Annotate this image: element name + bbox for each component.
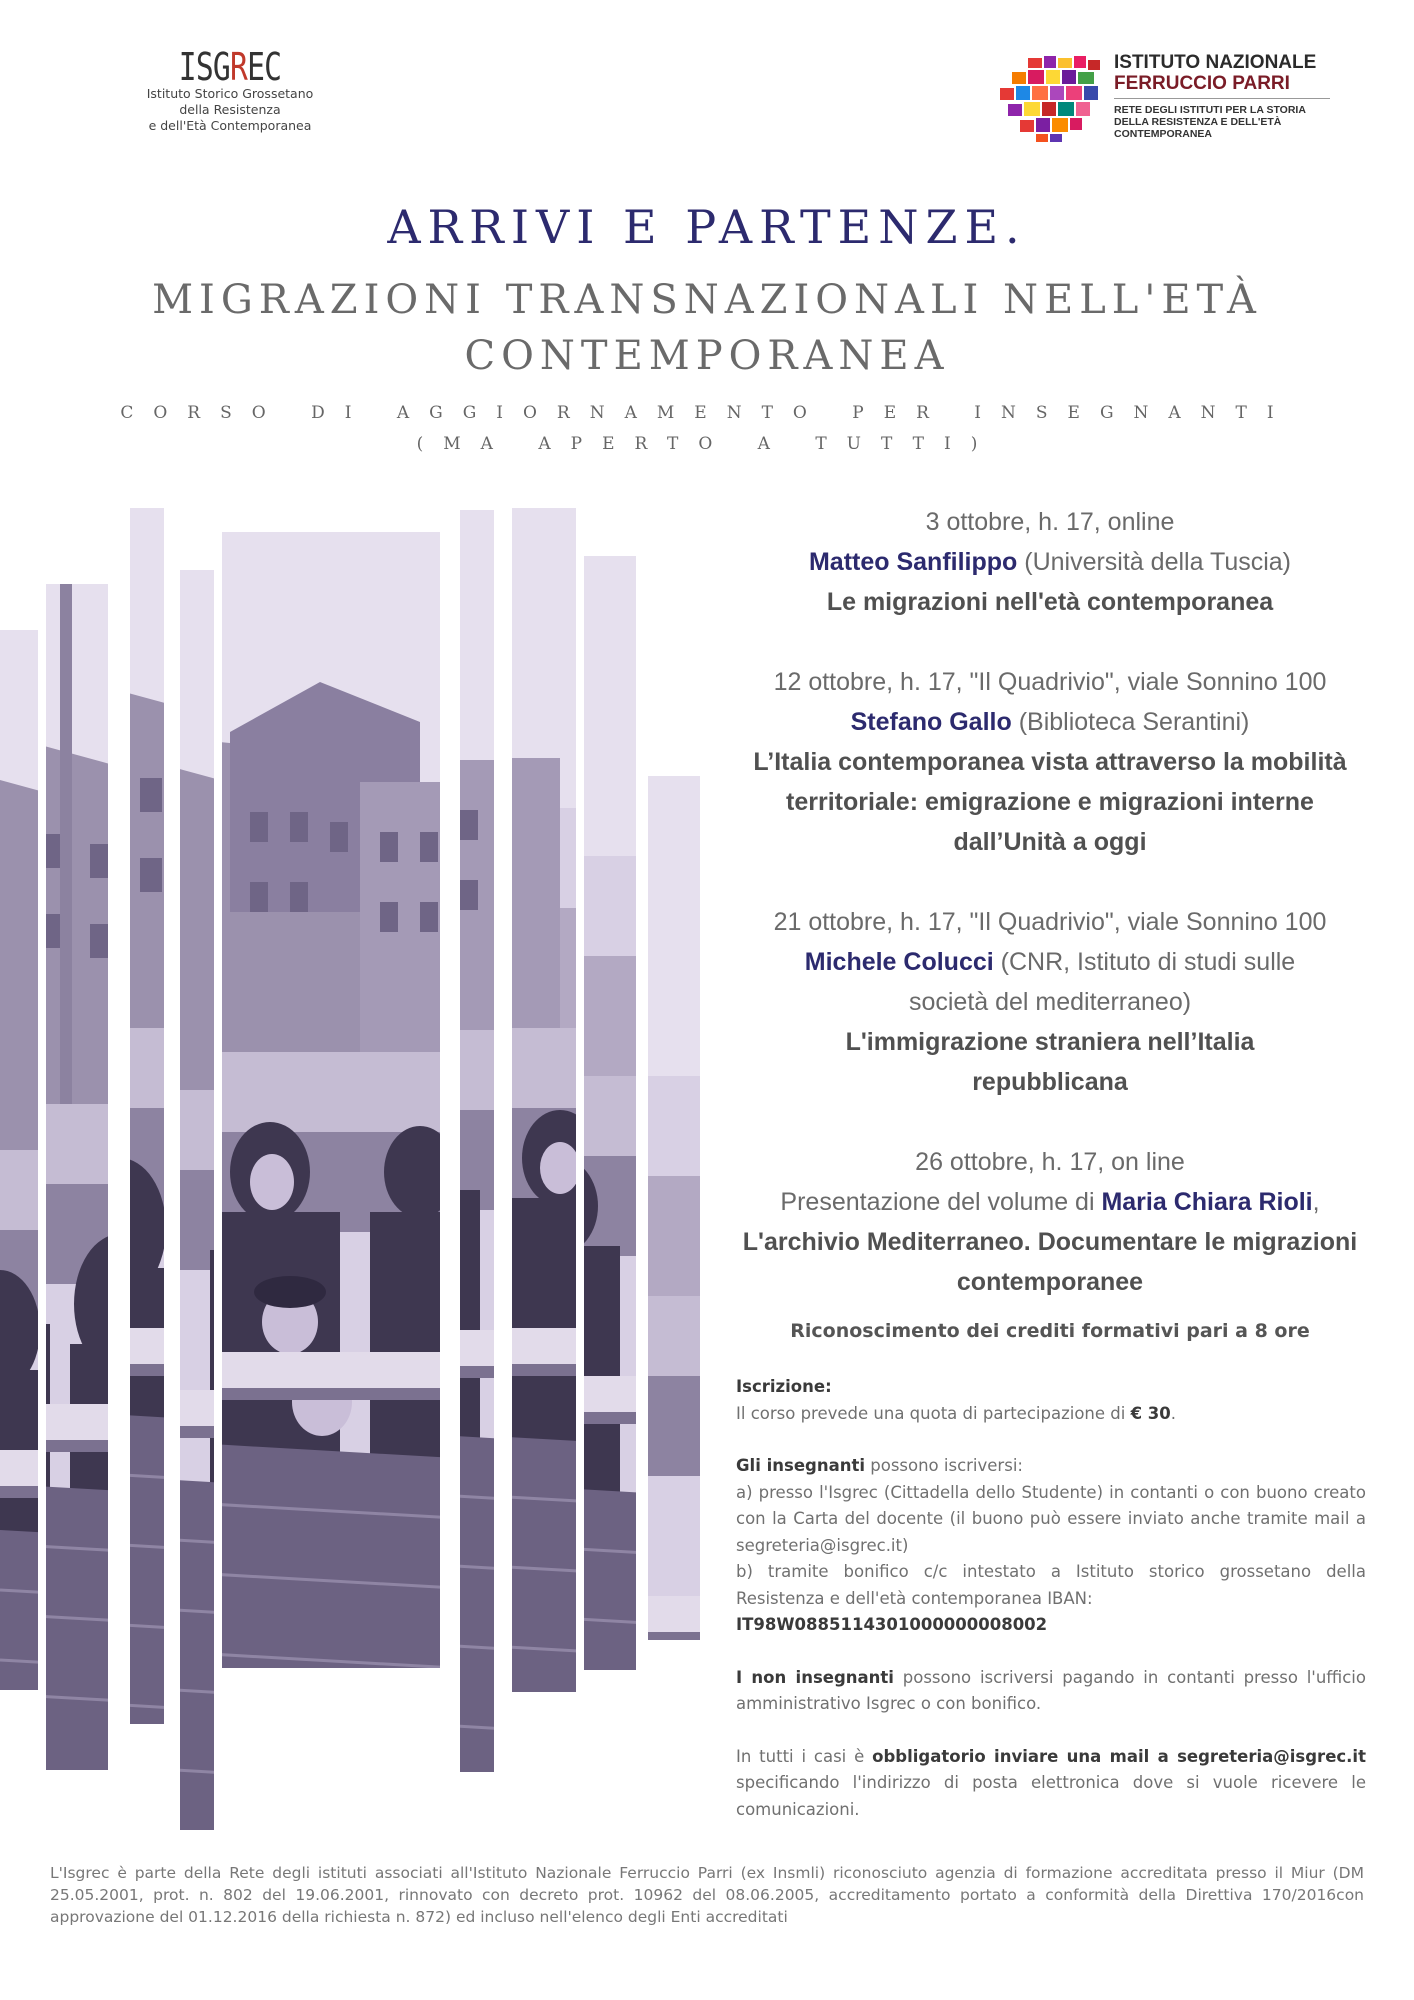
events-list xyxy=(730,502,1370,1342)
fee-amount: € 30 xyxy=(1130,1403,1171,1423)
isgrec-line1: Istituto Storico Grossetano xyxy=(146,86,314,101)
mosaic-icon xyxy=(998,54,1106,144)
isgrec-line2: della Resistenza xyxy=(179,102,281,117)
title-main: ARRIVI E PARTENZE. xyxy=(387,200,1027,254)
teachers-label: Gli insegnanti xyxy=(736,1456,865,1475)
isgrec-logo xyxy=(140,45,320,134)
photo-strip xyxy=(584,556,636,1670)
photo-strip xyxy=(46,584,108,1770)
event-speaker: Maria Chiara Rioli xyxy=(1101,1188,1313,1216)
event-speaker-line xyxy=(730,542,1370,582)
event-affiliation: (Biblioteca Serantini) xyxy=(1011,708,1250,736)
photo-strip xyxy=(222,532,440,1668)
iban-code: IT98W0885114301000000008002 xyxy=(736,1615,1048,1634)
event-talk: L'archivio Mediterraneo. Documentare le migrazioni contemporanee xyxy=(742,1228,1358,1296)
credits-note: Riconoscimento dei crediti formativi pari a 8 ore xyxy=(790,1320,1310,1342)
event-affiliation: , xyxy=(1312,1188,1320,1216)
historical-photo-strips xyxy=(0,500,700,1840)
parri-subtitle: RETE DEGLI ISTITUTI PER LA STORIA DELLA RESISTENZA E DELL'ETÀ CONTEMPORANEA xyxy=(1114,104,1306,140)
option-b: b) tramite bonifico c/c intestato a Istituto storico grossetano della Resistenza e dell'età contemporanea IBAN: xyxy=(736,1562,1366,1608)
nonteachers-text: possono iscriversi pagando in contanti presso l'ufficio amministrativo Isgrec o con bonifico. xyxy=(736,1667,1366,1713)
event-speaker-line xyxy=(730,942,1370,1022)
event-speaker: Michele Colucci xyxy=(804,948,994,976)
photo-strip xyxy=(180,570,214,1830)
nonteachers-label: I non insegnanti xyxy=(736,1667,894,1687)
option-a: a) presso l'Isgrec (Cittadella dello Studente) in contanti o con buono creato con la Carta del docente (il buono può essere inviato anche tramite mail a segreteria@isgrec.it) xyxy=(736,1482,1366,1555)
mail-requirement: obbligatorio inviare una mail a segreteria@isgrec.it xyxy=(872,1746,1366,1766)
event-when: 12 ottobre, h. 17, "Il Quadrivio", viale Sonnino 100 xyxy=(773,668,1327,696)
course-note: (MA APERTO A TUTTI) xyxy=(416,434,998,454)
event-when: 21 ottobre, h. 17, "Il Quadrivio", viale Sonnino 100 xyxy=(773,908,1327,936)
event-when: 26 ottobre, h. 17, on line xyxy=(915,1148,1185,1176)
photo-strip xyxy=(0,630,38,1690)
event-item xyxy=(730,662,1370,862)
event-speaker-line xyxy=(730,1182,1370,1222)
parri-title: ISTITUTO NAZIONALE FERRUCCIO PARRI xyxy=(1114,52,1317,94)
photo-strip xyxy=(512,508,576,1692)
course-type: CORSO DI AGGIORNAMENTO PER INSEGNANTI xyxy=(120,403,1294,423)
isgrec-line3: e dell'Età Contemporanea xyxy=(148,118,312,133)
title-subtitle: MIGRAZIONI TRANSNAZIONALI NELL'ETÀ CONTEMPORANEA xyxy=(152,277,1262,379)
event-speaker: Matteo Sanfilippo xyxy=(808,548,1018,576)
parri-divider xyxy=(1114,98,1330,99)
footer-note: L'Isgrec è parte della Rete degli istituti associati all'Istituto Nazionale Ferruccio Parri (ex Insmli) riconosciuto agenzia di formazione accreditata presso il Miur (DM 25.05.2001, prot. n. 802 del 19.06.2001, rinnovato con decreto prot. 10962 del 08.06.2005, accreditamento portato a conformità della Direttiva 170/2016con approvazione del 01.12.2016 della richiesta n. 872) ed incluso nell'elenco degli Enti accreditati xyxy=(50,1864,1364,1926)
mail-details: specificando l'indirizzo di posta elettronica dove si vuole ricevere le comunicazioni. xyxy=(736,1773,1366,1819)
event-talk: L'immigrazione straniera nell’Italia repubblicana xyxy=(845,1028,1255,1096)
event-speaker-line xyxy=(730,702,1370,742)
event-item xyxy=(730,1142,1370,1302)
event-speaker: Stefano Gallo xyxy=(850,708,1012,736)
parri-logo xyxy=(998,52,1338,152)
photo-strip xyxy=(130,508,164,1724)
event-intro: Presentazione del volume di xyxy=(780,1188,1102,1216)
event-talk: L’Italia contemporanea vista attraverso la mobilità territoriale: emigrazione e migrazioni interne dall’Unità a oggi xyxy=(753,748,1347,856)
fee-text: Il corso prevede una quota di partecipazione di xyxy=(736,1403,1131,1423)
isgrec-wordmark: ISGREC xyxy=(178,45,282,89)
photo-strip xyxy=(648,776,700,1640)
photo-strip xyxy=(460,510,494,1772)
event-affiliation: (CNR, Istituto di studi sulle società del mediterraneo) xyxy=(908,948,1296,1016)
event-item xyxy=(730,902,1370,1102)
registration-heading: Iscrizione: xyxy=(736,1377,832,1396)
registration-info: Iscrizione: Il corso prevede una quota di partecipazione di € 30. Gli insegnanti possono iscriversi: a) presso l'Isgrec (Cittadella dello Studente) in contanti o con buono creato con la Carta del docente (il buono può essere inviato anche tramite mail a segreteria@isgrec.it) b) tramite bonifico c/c intestato a Istituto storico grossetano della Resistenza e dell'età contemporanea IBAN: IT98W0885114301000000008002 I non insegnanti possono iscriversi pagando in contanti presso l'ufficio amministrativo Isgrec o con bonifico. In tutti i casi è obbligatorio inviare una mail a segreteria@isgrec.it specificando l'indirizzo di posta elettronica dove si vuole ricevere le comunicazioni. xyxy=(736,1377,1366,1819)
event-when: 3 ottobre, h. 17, online xyxy=(925,508,1175,536)
event-item xyxy=(730,502,1370,622)
event-affiliation: (Università della Tuscia) xyxy=(1017,548,1292,576)
event-talk: Le migrazioni nell'età contemporanea xyxy=(826,588,1274,616)
